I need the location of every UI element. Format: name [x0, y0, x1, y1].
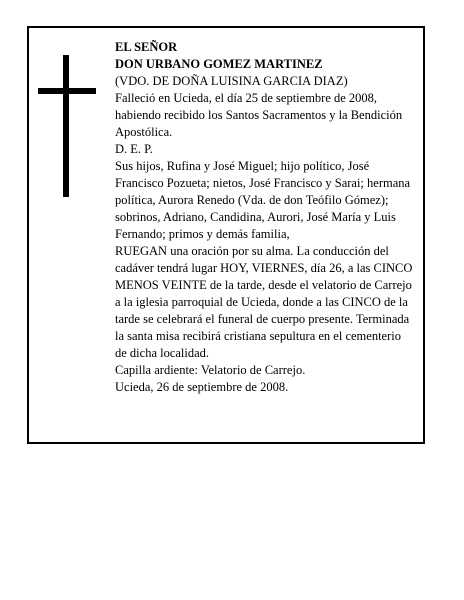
date-line: Ucieda, 26 de septiembre de 2008.	[115, 380, 289, 394]
widower-line: (VDO. DE DOÑA LUISINA GARCIA DIAZ)	[115, 74, 348, 88]
cross-horizontal-bar	[38, 88, 96, 94]
obituary-text	[115, 39, 415, 396]
notice-title-line1: EL SEÑOR	[115, 40, 178, 54]
rip-line: D. E. P.	[115, 142, 153, 156]
death-paragraph: Falleció en Ucieda, el día 25 de septiembre de 2008, habiendo recibido los Santos Sacramentos y la Bendición Apostólica.	[115, 91, 403, 139]
cross-vertical-bar	[63, 55, 69, 197]
cross-icon	[38, 55, 96, 197]
deceased-name: DON URBANO GOMEZ MARTINEZ	[115, 57, 323, 71]
chapel-line: Capilla ardiente: Velatorio de Carrejo.	[115, 363, 306, 377]
family-paragraph: Sus hijos, Rufina y José Miguel; hijo político, José Francisco Pozueta; nietos, José Francisco y Sarai; hermana política, Aurora Renedo (Vda. de don Teófilo Gómez); sobrinos, Adriano, Candidina, Aurori, José María y Luis Fernando; primos y demás familia,	[115, 159, 411, 241]
request-paragraph: RUEGAN una oración por su alma. La conducción del cadáver tendrá lugar HOY, VIERNES, día 26, a las CINCO MENOS VEINTE de la tarde, desde el velatorio de Carrejo a la iglesia parroquial de Ucieda, donde a las CINCO de la tarde se celebrará el funeral de cuerpo presente. Terminada la santa misa recibirá cristiana sepultura en el cementerio de dicha localidad.	[115, 244, 413, 360]
